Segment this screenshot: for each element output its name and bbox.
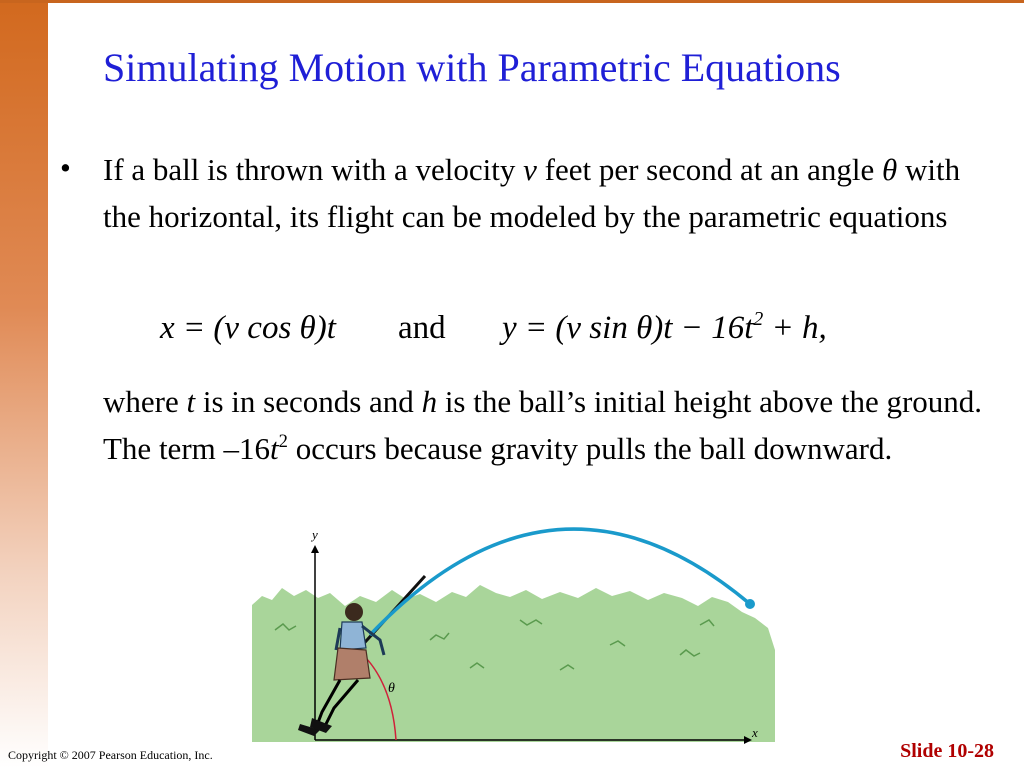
- text-segment: where: [103, 384, 187, 419]
- variable-t: t: [186, 384, 196, 419]
- variable-theta: θ: [882, 152, 898, 187]
- variable-t-squared: t: [270, 431, 279, 466]
- text-segment: If a ball is thrown with a velocity: [103, 152, 524, 187]
- equation-y-exponent: 2: [753, 308, 764, 331]
- copyright-text: Copyright © 2007 Pearson Education, Inc.: [8, 748, 213, 762]
- bullet-marker: •: [60, 150, 71, 185]
- text-segment: feet per second at an angle: [536, 152, 883, 187]
- slide-number: Slide 10-28: [900, 740, 994, 762]
- slide-title: Simulating Motion with Parametric Equations: [103, 45, 841, 90]
- y-axis-arrow: [311, 545, 319, 553]
- equation-y-main: y = (v sin θ)t − 16t: [502, 310, 754, 346]
- equation-y-tail: + h,: [763, 310, 827, 346]
- y-axis-label: y: [312, 527, 318, 542]
- equation-and: and: [398, 310, 446, 346]
- variable-h: h: [421, 384, 438, 419]
- ball: [745, 599, 755, 609]
- text-segment: is in seconds and: [195, 384, 422, 419]
- text-segment: is the ball’s initial height above the ground. The term –16: [103, 384, 983, 466]
- variable-v: v: [523, 152, 537, 187]
- text-segment: occurs because gravity pulls the ball downward.: [287, 431, 893, 466]
- exponent: 2: [278, 430, 288, 452]
- x-axis-label: x: [752, 725, 758, 740]
- text-segment: with the horizontal, its flight can be modeled by the parametric equations: [103, 152, 961, 234]
- equation-x: x = (v cos θ)t: [160, 310, 336, 346]
- theta-label: θ: [388, 681, 395, 696]
